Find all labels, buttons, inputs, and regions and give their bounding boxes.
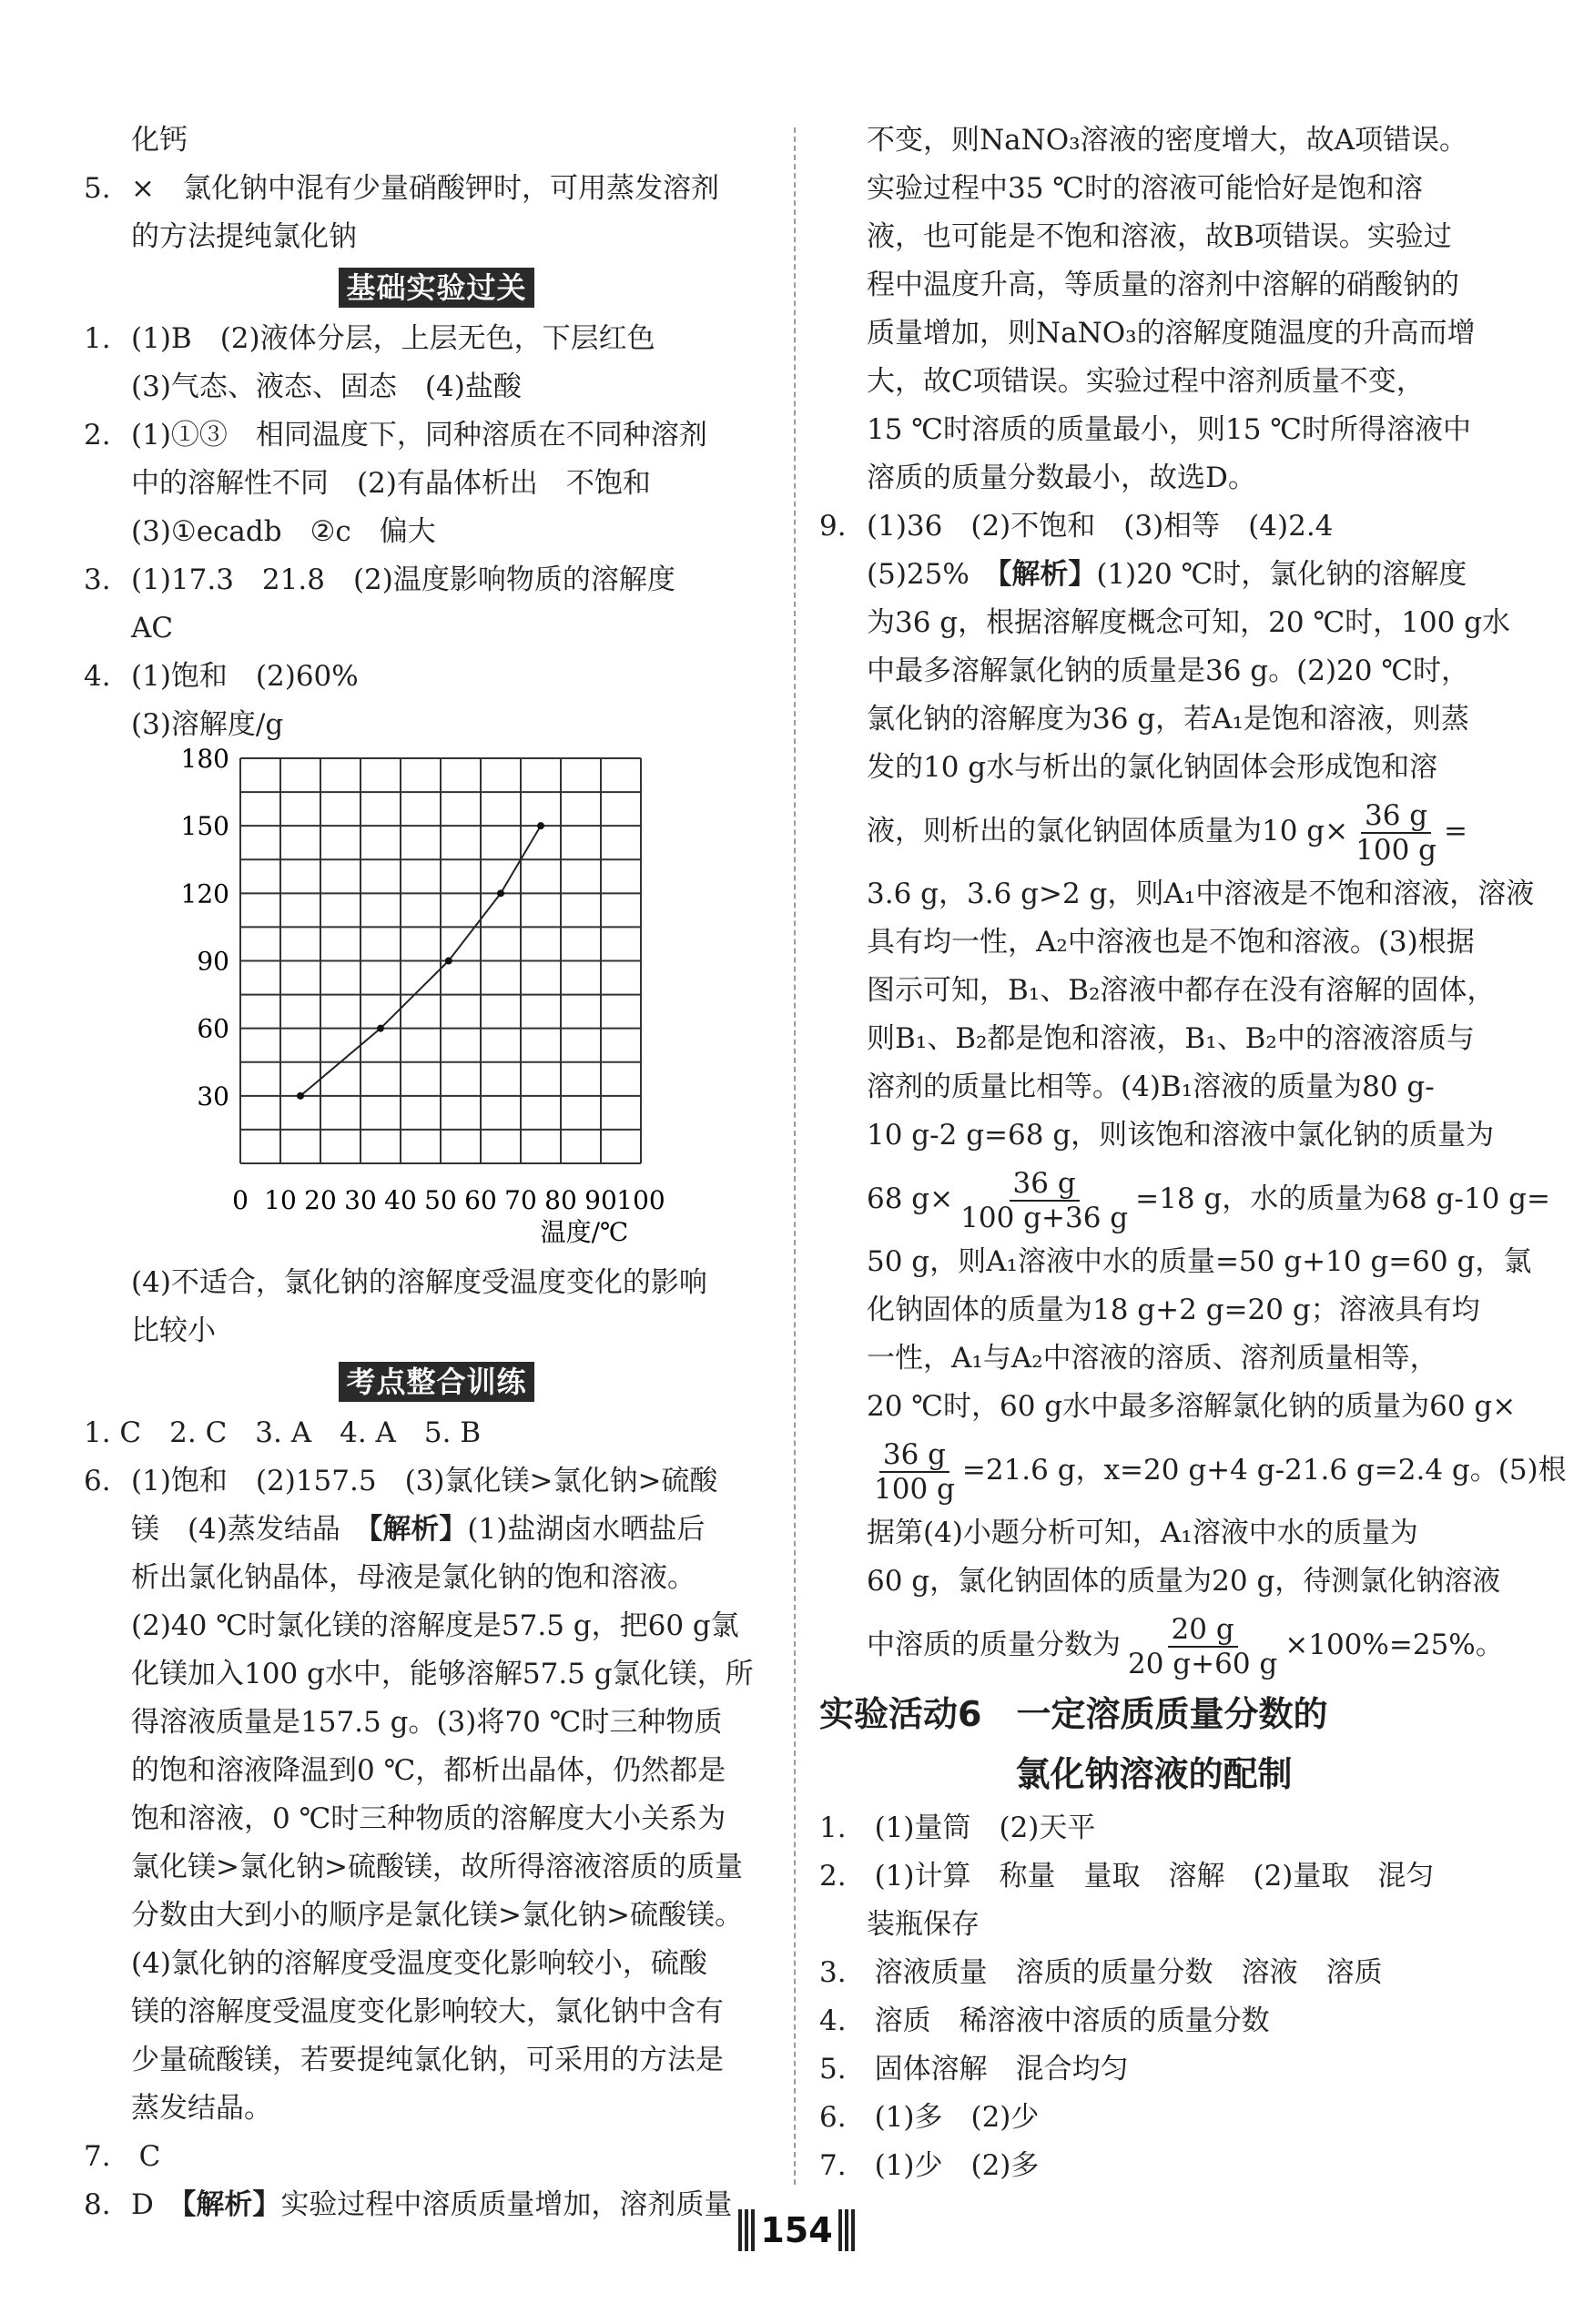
answer-text: (1)20 ℃时，氯化钠的溶解度 [1096, 558, 1467, 591]
answer-text: 少量硫酸镁，若要提纯氯化钠，可采用的方法是 [131, 2044, 724, 2076]
x-tick-label: 80 [544, 1185, 577, 1215]
data-point [297, 1092, 304, 1100]
answer-text: (3)气态、液态、固态 (4)盐酸 [131, 370, 522, 403]
answer-text: 5. 固体溶解 混合均匀 [819, 2053, 1129, 2086]
answer-text: 大，故C项错误。实验过程中溶剂质量不变， [867, 365, 1425, 398]
question-number: 3. [84, 563, 111, 596]
answer-text: 程中温度升高，等质量的溶剂中溶解的硝酸钠的 [867, 269, 1459, 301]
solubility-chart [84, 744, 789, 1259]
data-point [497, 889, 504, 897]
answer-text: 氯化镁>氯化钠>硫酸镁，故所得溶液溶质的质量 [131, 1851, 743, 1883]
answer-text: 不变，则NaNO₃溶液的密度增大，故A项错误。 [867, 124, 1467, 157]
answer-text: 1. C 2. C 3. A 4. A 5. B [84, 1416, 482, 1449]
answer-text: 蒸发结晶。 [131, 2092, 272, 2125]
answer-text: 3. 溶液质量 溶质的质量分数 溶液 溶质 [819, 1956, 1383, 1989]
question-number: 2. [84, 419, 111, 452]
answer-text: 为36 g，根据溶解度概念可知，20 ℃时，100 g水 [867, 606, 1510, 639]
answer-text: 装瓶保存 [867, 1908, 980, 1941]
answer-text: 分数由大到小的顺序是氯化镁>氯化钠>硫酸镁。 [131, 1899, 743, 1932]
x-tick-label: 70 [504, 1185, 537, 1215]
x-tick-label: 10 [264, 1185, 297, 1215]
answer-text: 20 ℃时，60 g水中最多溶解氯化钠的质量为60 g× [867, 1390, 1517, 1423]
answer-text: (1)①③ 相同温度下，同种溶质在不同种溶剂 [131, 419, 707, 452]
fraction: $\frac{20 g}{20 g+60 g}$ [1128, 1612, 1278, 1680]
x-tick-label: 20 [304, 1185, 337, 1215]
question-number: 4. [84, 660, 111, 693]
x-tick-label: 30 [344, 1185, 377, 1215]
x-tick-label: 40 [384, 1185, 417, 1215]
answer-text: 溶质的质量分数最小，故选D。 [867, 462, 1256, 494]
answer-text: 氯化钠的溶解度为36 g，若A₁是饱和溶液，则蒸 [867, 703, 1469, 736]
answer-text: × 氯化钠中混有少量硝酸钾时，可用蒸发溶剂 [131, 172, 719, 205]
left-column [84, 117, 789, 2229]
page-number: 154 [724, 2203, 869, 2258]
fraction: $\frac{36 g}{100 g}$ [1355, 798, 1437, 867]
solubility-chart-svg [84, 744, 776, 1259]
answer-text: (4)氯化钠的溶解度受温度变化影响较小，硫酸 [131, 1947, 707, 1980]
answer-text: 4. 溶质 稀溶液中溶质的质量分数 [819, 2004, 1270, 2037]
fraction-line: $\frac{36 g}{100 g}$ =21.6 g，x=20 g+4 g-21.6 g=2.4 g。(5)根 [819, 1431, 1488, 1509]
x-tick-label: 60 [464, 1185, 497, 1215]
y-tick-label: 120 [180, 878, 229, 909]
answer-text: 化镁加入100 g水中，能够溶解57.5 g氯化镁，所 [131, 1658, 754, 1690]
activity-title: 实验活动6 一定溶质质量分数的 [819, 1694, 1328, 1734]
answer-text: 一性，A₁与A₂中溶液的溶质、溶剂质量相等， [867, 1342, 1438, 1375]
y-tick-label: 150 [180, 811, 229, 842]
fraction-line: 液，则析出的氯化钠固体质量为10 g× $\frac{36 g}{100 g}$ = [867, 798, 1467, 867]
answer-text: 实验过程中35 ℃时的溶液可能恰好是饱和溶 [867, 172, 1423, 205]
answer-text: 具有均一性，A₂中溶液也是不饱和溶液。(3)根据 [867, 926, 1475, 959]
answer-text: 液，也可能是不饱和溶液，故B项错误。实验过 [867, 220, 1452, 253]
answer-text: 10 g-2 g=68 g，则该饱和溶液中氯化钠的质量为 [867, 1119, 1495, 1152]
answer-text: AC [131, 612, 174, 644]
page-number-bars-left [738, 2209, 755, 2251]
data-point [377, 1025, 384, 1032]
fraction-line: 68 g× $\frac{36 g}{100 g+36 g}$ =18 g，水的质量为68 g-10 g= [867, 1166, 1550, 1234]
activity-subtitle: 氯化钠溶液的配制 [1015, 1754, 1293, 1794]
answer-text: (1)饱和 (2)157.5 (3)氯化镁>氯化钠>硫酸 [131, 1465, 718, 1497]
answer-text: 质量增加，则NaNO₃的溶解度随温度的升高而增 [867, 317, 1476, 350]
answer-text: 60 g，氯化钠固体的质量为20 g，待测氯化钠溶液 [867, 1565, 1501, 1598]
answer-text: 1. (1)量筒 (2)天平 [819, 1812, 1096, 1844]
x-tick-label: 100 [616, 1185, 665, 1215]
column-divider [794, 127, 796, 2185]
answer-text: (2)40 ℃时氯化镁的溶解度是57.5 g，把60 g氯 [131, 1609, 739, 1642]
data-point [445, 958, 452, 965]
answer-text: 中的溶解性不同 (2)有晶体析出 不饱和 [131, 467, 651, 500]
answer-text: (1)盐湖卤水晒盐后 [467, 1513, 706, 1546]
answer-text: 的方法提纯氯化钠 [131, 220, 357, 253]
answer-text: (3)①ecadb ②c 偏大 [131, 515, 436, 548]
answer-text: 7. C [84, 2140, 161, 2173]
answer-text: (1)B (2)液体分层，上层无色，下层红色 [131, 322, 655, 355]
answer-text: 得溶液质量是157.5 g。(3)将70 ℃时三种物质 [131, 1706, 723, 1739]
answer-text: 实验过程中溶质质量增加，溶剂质量 [280, 2188, 733, 2221]
answer-text: 15 ℃时溶质的质量最小，则15 ℃时所得溶液中 [867, 413, 1471, 446]
answer-text: 则B₁、B₂都是饱和溶液，B₁、B₂中的溶液溶质与 [867, 1022, 1475, 1055]
x-tick-label: 0 [232, 1185, 249, 1215]
question-number: 6. [84, 1465, 111, 1497]
data-point [537, 822, 544, 829]
answer-text: 饱和溶液，0 ℃时三种物质的溶解度大小关系为 [131, 1802, 726, 1835]
x-tick-label: 50 [424, 1185, 457, 1215]
answer-text: 的饱和溶液降温到0 ℃，都析出晶体，仍然都是 [131, 1754, 726, 1787]
y-tick-label: 60 [197, 1013, 229, 1044]
analysis-label: 【解析】 [368, 1513, 468, 1546]
question-number: 8. [84, 2188, 111, 2221]
answer-text: 化钠固体的质量为18 g+2 g=20 g；溶液具有均 [867, 1294, 1480, 1326]
answer-text: 3.6 g，3.6 g>2 g，则A₁中溶液是不饱和溶液，溶液 [867, 878, 1535, 910]
answer-text: 2. (1)计算 称量 量取 溶解 (2)量取 混匀 [819, 1860, 1435, 1893]
answer-text: (1)17.3 21.8 (2)温度影响物质的溶解度 [131, 563, 675, 596]
analysis-label: 【解析】 [997, 558, 1097, 591]
answer-text: (1)36 (2)不饱和 (3)相等 (4)2.4 [867, 510, 1334, 543]
answer-text: (1)饱和 (2)60% [131, 660, 359, 693]
y-tick-label: 90 [197, 946, 229, 977]
answer-text: 据第(4)小题分析可知，A₁溶液中水的质量为 [867, 1517, 1418, 1549]
answer-text: 7. (1)少 (2)多 [819, 2149, 1040, 2182]
fraction: $\frac{36 g}{100 g}$ [874, 1437, 955, 1506]
answer-text: 6. (1)多 (2)少 [819, 2101, 1040, 2134]
fraction: $\frac{36 g}{100 g+36 g}$ [960, 1166, 1129, 1234]
chart-ylabel: (3)溶解度/g [131, 708, 284, 741]
answer-text: 比较小 [131, 1314, 216, 1347]
question-number: 1. [84, 322, 111, 355]
section-title-integration-training: 考点整合训练 [84, 1359, 789, 1407]
y-tick-label: 30 [197, 1081, 229, 1111]
right-column [819, 117, 1567, 2190]
page-number-bars-right [838, 2209, 855, 2251]
fraction-line: 中溶质的质量分数为 $\frac{20 g}{20 g+60 g}$ ×100%=25%。 [867, 1612, 1504, 1680]
section-title-basic-experiment: 基础实验过关 [84, 265, 789, 313]
answer-text: 发的10 g水与析出的氯化钠固体会形成饱和溶 [867, 751, 1438, 784]
question-number: 9. [819, 510, 847, 543]
answer-text: 50 g，则A₁溶液中水的质量=50 g+10 g=60 g，氯 [867, 1245, 1532, 1278]
analysis-label: 【解析】 [181, 2188, 281, 2221]
y-tick-label: 180 [180, 744, 229, 774]
answer-text: 化钙 [131, 124, 188, 157]
answer-text: 图示可知，B₁、B₂溶液中都存在没有溶解的固体， [867, 974, 1496, 1007]
answer-text: (4)不适合，氯化钠的溶解度受温度变化的影响 [131, 1266, 707, 1299]
answer-text: 溶剂的质量比相等。(4)B₁溶液的质量为80 g- [867, 1071, 1435, 1103]
answer-text: D [131, 2188, 182, 2221]
x-tick-label: 90 [584, 1185, 617, 1215]
answer-text: 中最多溶解氯化钠的质量是36 g。(2)20 ℃时， [867, 655, 1470, 687]
question-number: 5. [84, 172, 111, 205]
answer-text: 析出氯化钠晶体，母液是氯化钠的饱和溶液。 [131, 1561, 695, 1594]
answer-text: (5)25% [867, 558, 998, 591]
answer-text: 镁的溶解度受温度变化影响较大，氯化钠中含有 [131, 1995, 724, 2028]
chart-xlabel: 温度/℃ [540, 1217, 629, 1247]
answer-text: 镁 (4)蒸发结晶 [131, 1513, 369, 1546]
